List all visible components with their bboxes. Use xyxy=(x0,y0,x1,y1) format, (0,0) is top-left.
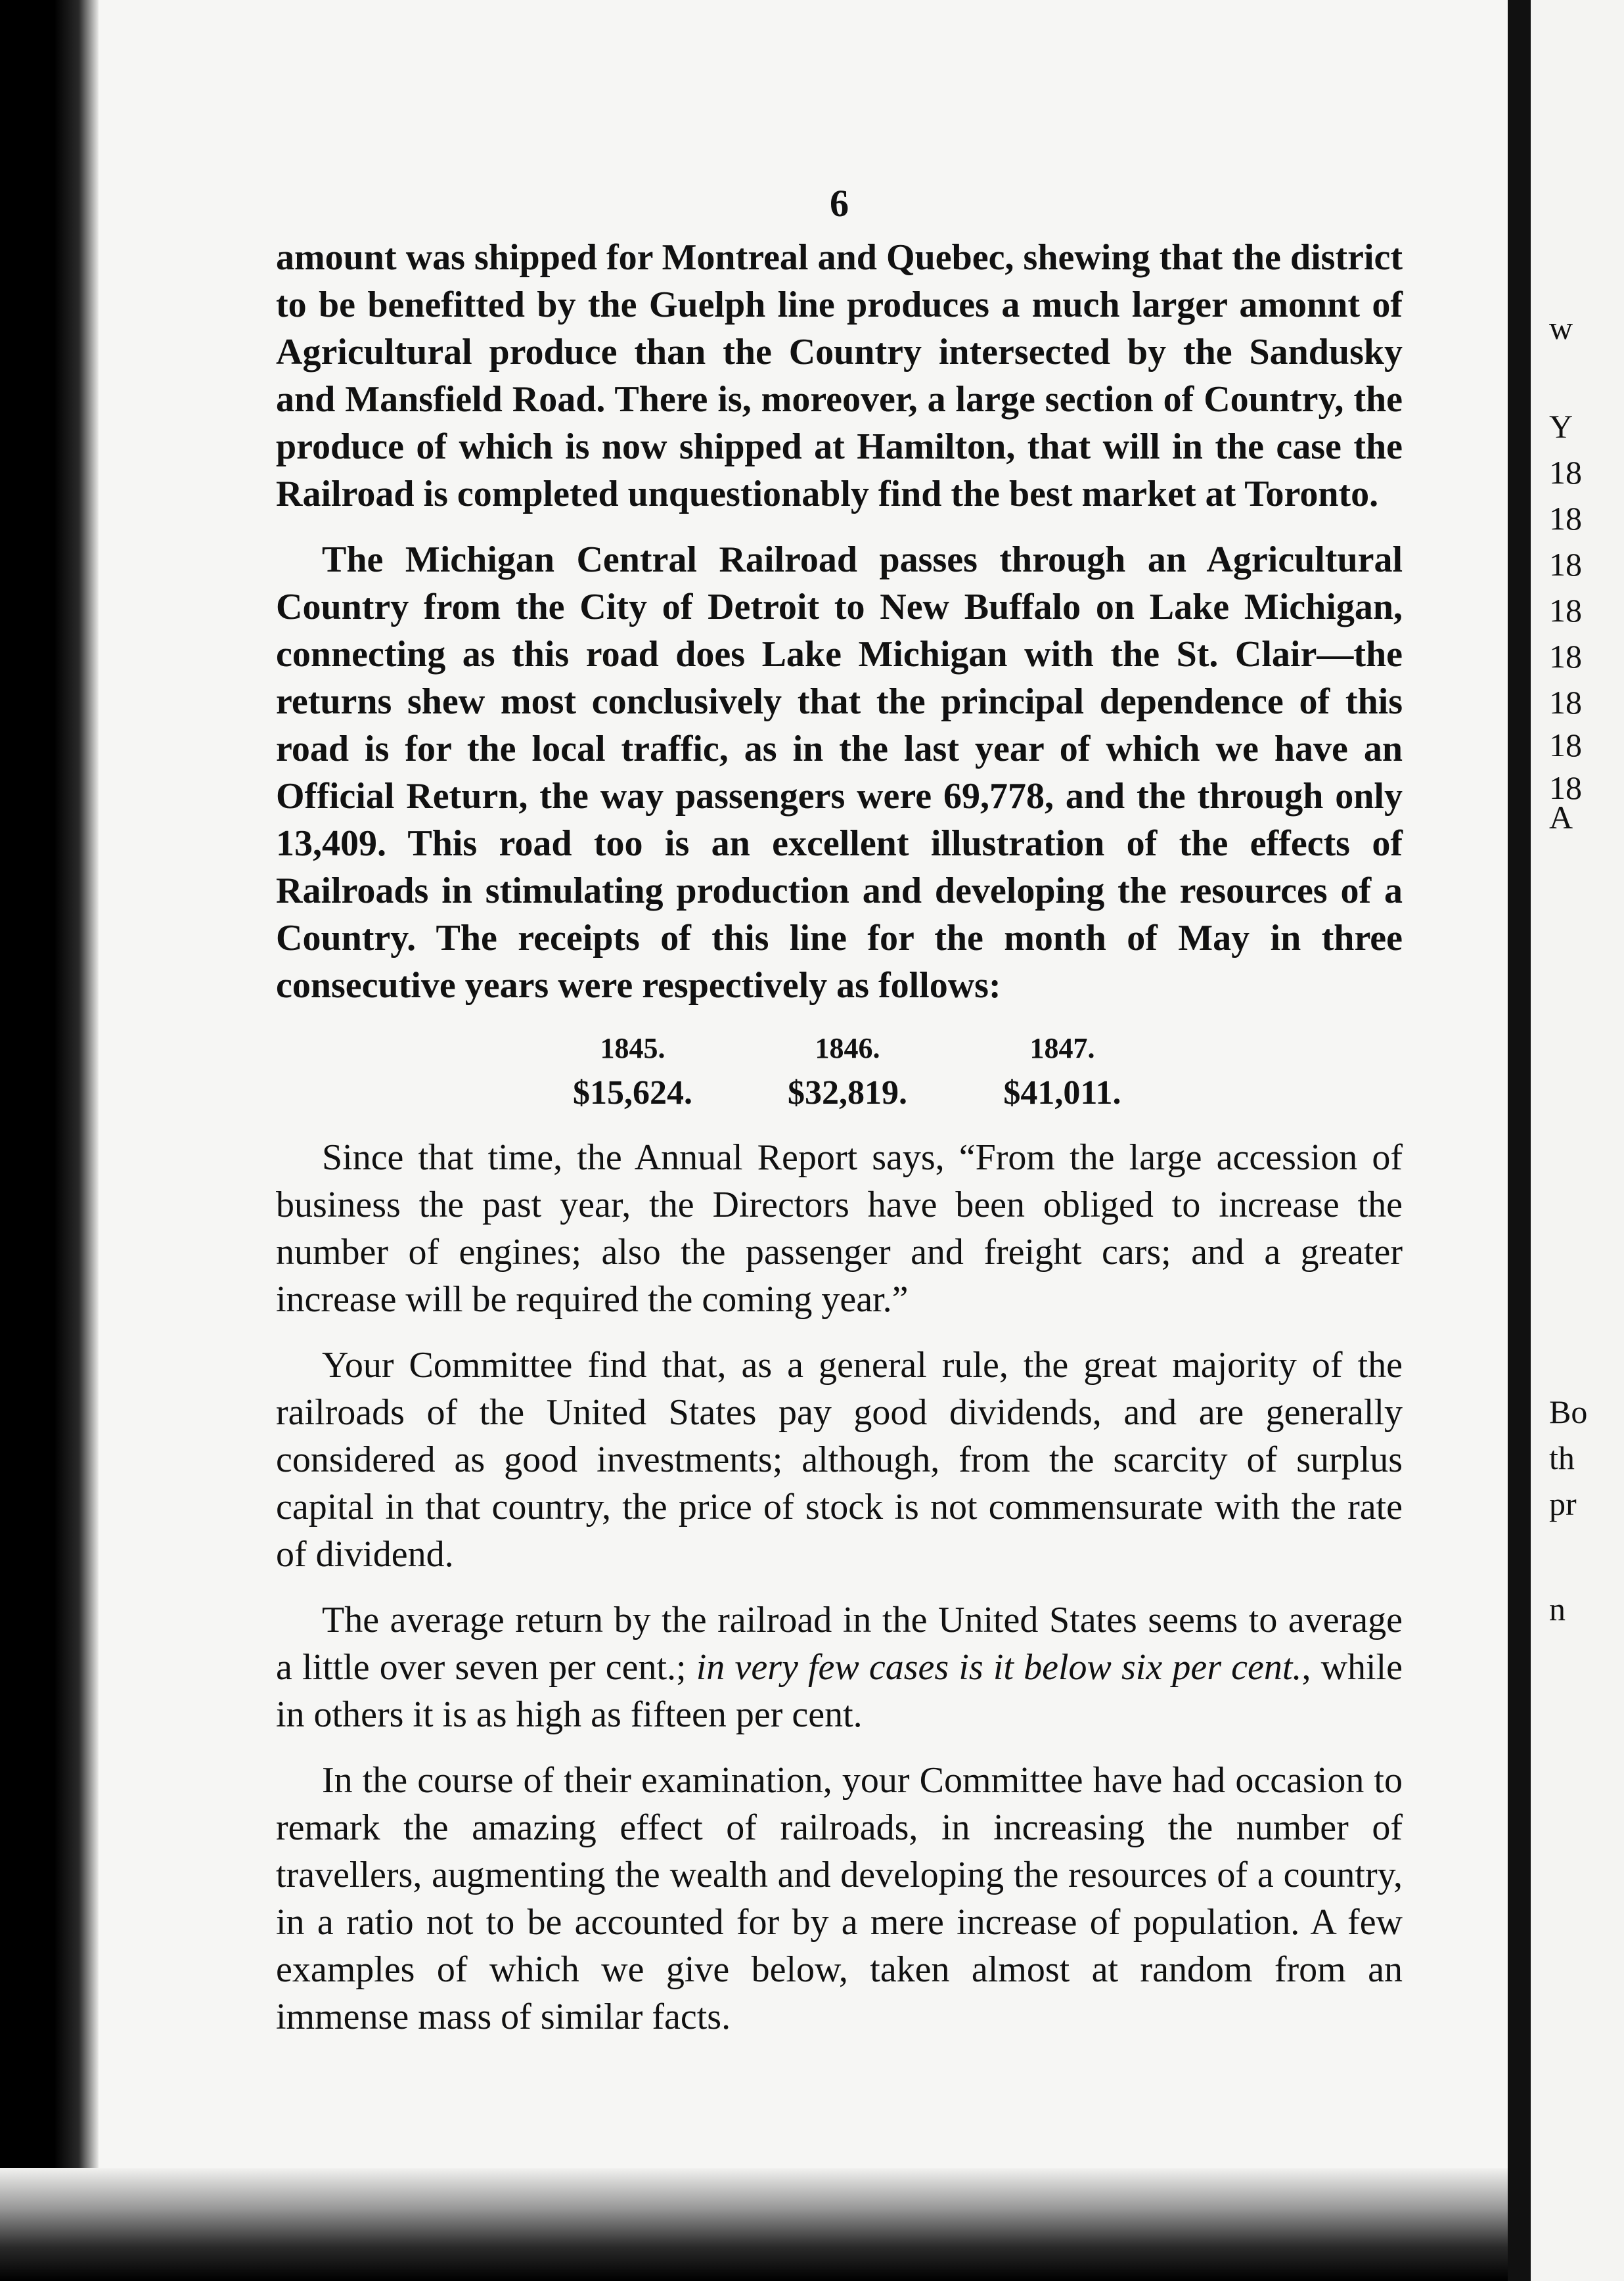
next-page-edge xyxy=(1531,0,1624,2281)
average-return-italic: in very few cases is it below six per cent. xyxy=(696,1647,1302,1688)
next-page-fragment: Bo xyxy=(1549,1393,1588,1430)
next-page-fragment: Y xyxy=(1549,408,1573,445)
receipts-amounts-row xyxy=(526,1070,1169,1117)
receipts-year: 1845. xyxy=(600,1032,665,1064)
receipts-year: 1847. xyxy=(1029,1032,1095,1064)
next-page-fragment: 18 xyxy=(1549,638,1582,675)
next-page-fragment: 18 xyxy=(1549,684,1582,721)
paragraph-michigan-central: The Michigan Central Railroad passes through an Agricultural Country from the City of Detroit to New Buffalo on Lake Michigan, connecting as this road does Lake Michigan with the St. Clair—the returns shew most conclusively that the principal dependence of this road is for the local traffic, as in the last year of which we have an Official Return, the way passengers were 69,778, and the through only 13,409. This road too is an excellent illustration of the effects of Railroads in stimulating production and developing the resources of a Country. The receipts of this line for the month of May in three consecutive years were respectively as follows: xyxy=(276,539,1403,1006)
book-gutter xyxy=(1508,0,1531,2281)
paragraph-dividends: Your Committee find that, as a general rule, the great majority of the railroads of the United States pay good dividends, and are generally considered as good investments; although, from the scarcity of surplus capital in that country, the price of stock is not commensurate with the rate of dividend. xyxy=(276,1345,1403,1575)
receipts-table xyxy=(276,1028,1403,1117)
average-return-text: The average return by the railroad in the United States seems to average a little over seven per cent.; xyxy=(276,1600,1403,1688)
next-page-fragment: n xyxy=(1549,1591,1566,1627)
receipts-amount: $15,624. xyxy=(573,1074,692,1112)
page-bottom-shadow xyxy=(0,2168,1508,2281)
next-page-fragment: 18 xyxy=(1549,592,1582,629)
next-page-fragment: 18 xyxy=(1549,546,1582,583)
receipts-amount: $41,011. xyxy=(1003,1074,1121,1112)
paragraph-average-return xyxy=(276,1596,1403,1738)
next-page-fragment: 18 xyxy=(1549,727,1582,763)
receipts-year: 1846. xyxy=(815,1032,880,1064)
page-left-shadow xyxy=(0,0,99,2281)
paragraph-guelph: amount was shipped for Montreal and Quebec, shewing that the district to be benefitted by the Guelph line produces a much larger amonnt of Agricultural produce than the Country intersected by the Sandusky and Mansfield Road. There is, moreover, a large section of Country, the produce of which is now shipped at Hamilton, that will in the case the Railroad is completed unquestionably find the best market at Toronto. xyxy=(276,237,1403,514)
next-page-fragment: th xyxy=(1549,1439,1575,1476)
receipts-amount: $32,819. xyxy=(788,1074,907,1112)
average-return-text-end: , while in others it is as high as fifteen per cent. xyxy=(276,1647,1403,1735)
paragraph-annual-report: Since that time, the Annual Report says, “From the large accession of business the past year, the Directors have been obliged to increase the number of engines; also the passenger and freight cars; and a greater increase will be required the coming year.” xyxy=(276,1137,1403,1320)
page-number: 6 xyxy=(830,182,849,225)
page-text xyxy=(276,177,1403,2059)
next-page-fragment: 18 xyxy=(1549,454,1582,491)
next-page-fragment: A xyxy=(1549,799,1573,836)
next-page-fragment: w xyxy=(1549,309,1573,346)
next-page-fragment: pr xyxy=(1549,1485,1577,1522)
receipts-years-row xyxy=(526,1028,1169,1070)
next-page-fragment: 18 xyxy=(1549,769,1582,806)
paragraph-examination: In the course of their examination, your Committee have had occasion to remark the amazing effect of railroads, in increasing the number of travellers, augmenting the wealth and developing the resources of a country, in a ratio not to be accounted for by a mere increase of population. A few examples of which we give below, taken almost at random from an immense mass of similar facts. xyxy=(276,1760,1403,2037)
next-page-fragment: 18 xyxy=(1549,500,1582,537)
